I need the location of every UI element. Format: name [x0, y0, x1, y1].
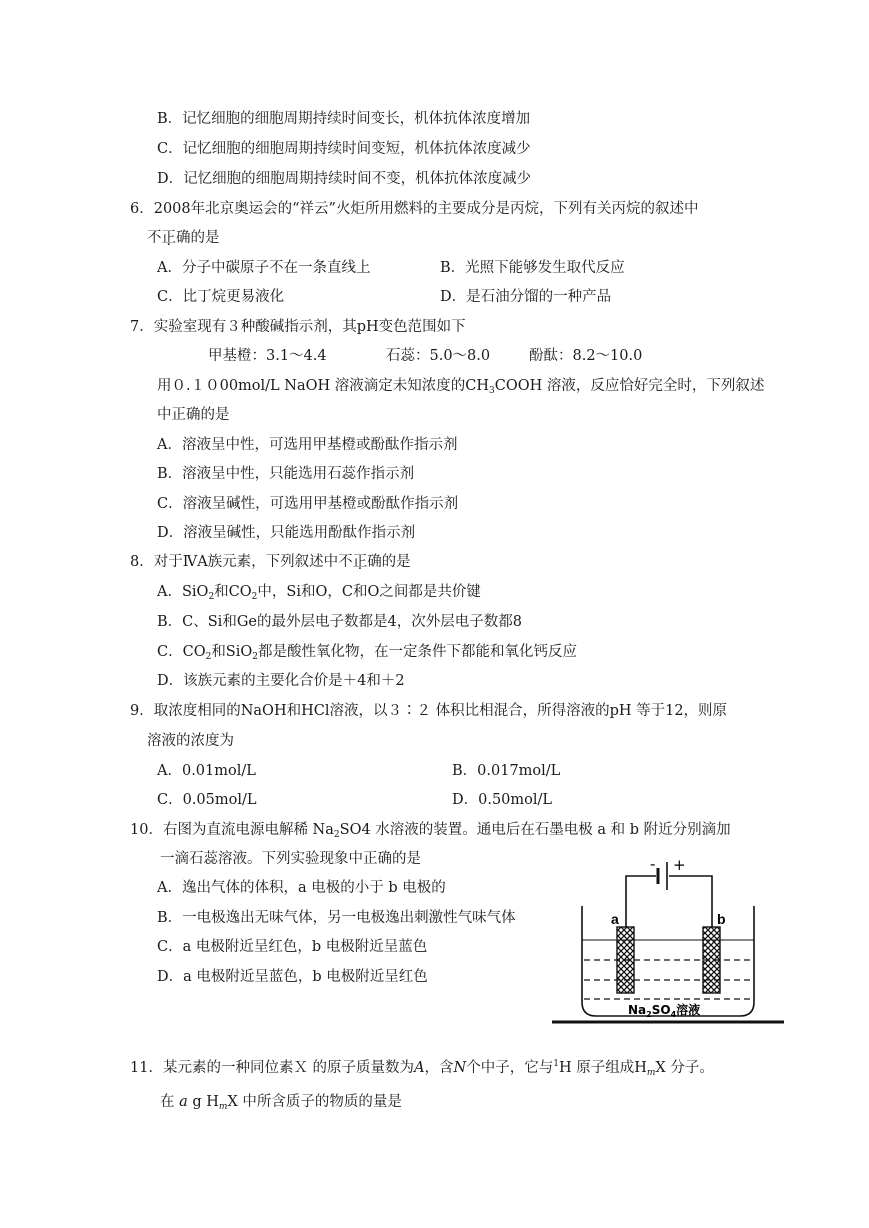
electrolysis-apparatus-diagram [552, 852, 786, 1028]
q8-stem: 8．对于ⅣA族元素，下列叙述中不正确的是 [130, 554, 411, 570]
q10-option-b: B．一电极逸出无味气体，另一电极逸出刺激性气味气体 [157, 910, 516, 926]
q10-stem-line2: 一滴石蕊溶液。下列实验现象中正确的是 [160, 851, 421, 867]
electrode-b-label: b [717, 911, 726, 927]
q10-option-c: C．a 电极附近呈红色，b 电极附近呈蓝色 [157, 939, 428, 955]
q9-option-d: D．0.50mol/L [452, 792, 553, 808]
negative-terminal-label: - [650, 855, 656, 873]
q11-stem-line1: 11．某元素的一种同位素Ｘ 的原子质量数为A，含N个中子，它与$^1$H 原子组成$H_mX$ 分子。 [130, 1059, 714, 1078]
q9-stem-line1: 9．取浓度相同的NaOH和HCl溶液，以３∶２ 体积比相混合，所得溶液的pH 等于12，则原 [130, 703, 728, 719]
graphite-electrode-b [703, 927, 720, 993]
q10-stem-line1: 10．右图为直流电源电解稀 $Na_2SO4$ 水溶液的装置。通电后在石墨电极 a 和 b 附近分别滴加 [130, 822, 731, 840]
q9-stem-line2: 溶液的浓度为 [147, 733, 234, 749]
positive-terminal-label: + [673, 856, 686, 874]
q8-option-b: B．C、Si和Ge的最外层电子数都是4，次外层电子数都8 [157, 614, 522, 630]
q7-option-a: A．溶液呈中性，可选用甲基橙或酚酞作指示剂 [157, 437, 458, 453]
q9-option-a: A．0.01mol/L [157, 763, 256, 779]
q7-indicator-phenolphthalein: 酚酞：8.2～10.0 [529, 348, 643, 364]
q10-option-d: D．a 电极附近呈蓝色，b 电极附近呈红色 [157, 969, 428, 985]
q6-stem-line1: 6．2008年北京奥运会的“祥云”火炬所用燃料的主要成分是丙烷，下列有关丙烷的叙述中 [130, 201, 699, 217]
emphasis-dot: 正 [161, 230, 176, 246]
q7-indicator-litmus: 石蕊：5.0～8.0 [386, 348, 491, 364]
q6-option-b: B．光照下能够发生取代反应 [440, 260, 625, 276]
q6-option-a: A．分子中碳原子不在一条直线上 [157, 260, 371, 276]
emphasis-dot: 正 [352, 554, 368, 570]
q7-option-d: D．溶液呈碱性，只能选用酚酞作指示剂 [157, 525, 416, 541]
q6-option-d: D．是石油分馏的一种产品 [440, 289, 612, 305]
battery-icon [658, 862, 667, 890]
q6-option-c: C．比丁烷更易液化 [157, 289, 285, 305]
q7-stem-line2: 用０.１０00mol/L NaOH 溶液滴定未知浓度的$CH_3COOH$ 溶液，反应恰好完全时，下列叙述 [157, 378, 765, 396]
q7-stem-line1: 7．实验室现有３种酸碱指示剂，其pH变色范围如下 [130, 319, 466, 335]
q7-option-b: B．溶液呈中性，只能选用石蕊作指示剂 [157, 466, 415, 482]
q8-option-a: A．SiO$_2$和$CO_2$中，Si和O，C和O之间都是共价键 [157, 584, 481, 602]
q5-option-b: B．记忆细胞的细胞周期持续时间变长，机体抗体浓度增加 [157, 111, 531, 127]
graphite-electrode-a [617, 927, 634, 993]
q7-indicator-methyl-orange: 甲基橙：3.1～4.4 [208, 348, 327, 364]
q5-option-c: C．记忆细胞的细胞周期持续时间变短，机体抗体浓度减少 [157, 141, 531, 157]
q8-option-c: C．$CO_2$和SiO$_2$都是酸性氧化物，在一定条件下都能和氧化钙反应 [157, 644, 578, 662]
q7-option-c: C．溶液呈碱性，可选用甲基橙或酚酞作指示剂 [157, 496, 459, 512]
q9-option-b: B．0.017mol/L [452, 763, 561, 779]
q6-stem-line2: 不正确的是 [147, 230, 220, 246]
q11-stem-line2: 在 a g $H_mX$ 中所含质子的物质的量是 [160, 1094, 402, 1112]
q5-option-d: D．记忆细胞的细胞周期持续时间不变，机体抗体浓度减少 [157, 171, 532, 187]
electrode-a-label: a [611, 911, 619, 927]
q10-option-a: A．逸出气体的体积，a 电极的小于 b 电极的 [157, 880, 446, 896]
solution-label: $Na_2SO_4$溶液 [628, 1003, 701, 1019]
q8-option-d: D．该族元素的主要化合价是＋4和＋2 [157, 673, 405, 689]
circuit-wire [626, 876, 712, 927]
q9-option-c: C．0.05mol/L [157, 792, 257, 808]
solution-level-lines [584, 960, 752, 999]
q7-stem-line3: 中正确的是 [157, 407, 230, 423]
